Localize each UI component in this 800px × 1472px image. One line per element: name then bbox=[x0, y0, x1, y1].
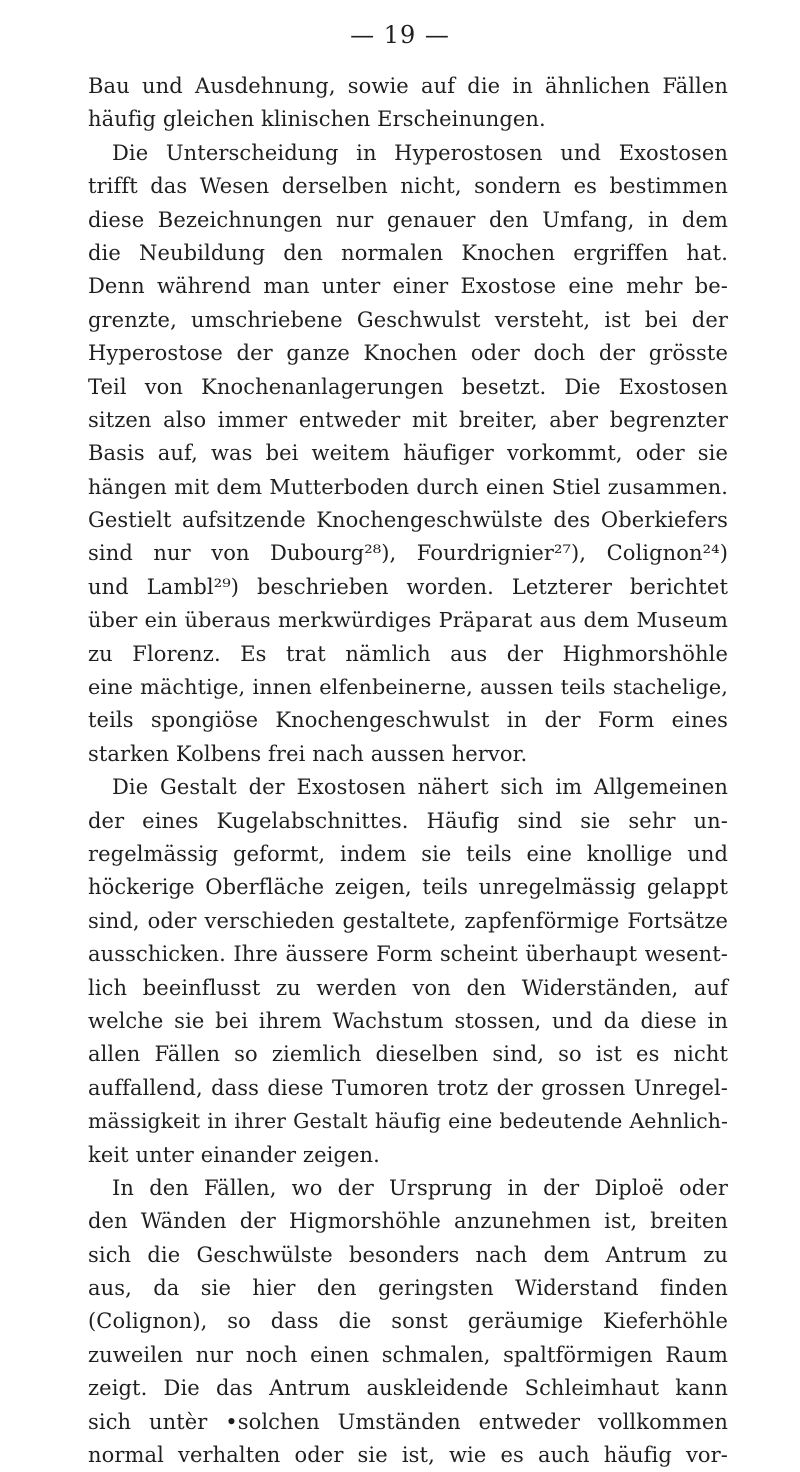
text-line: keit unter einander zeigen. bbox=[88, 1142, 380, 1167]
text-line: der eines Kugelabschnittes. Häufig sind sie sehr un- bbox=[88, 808, 728, 833]
text-line: die Neubildung den normalen Knochen ergriffen hat. bbox=[88, 240, 728, 265]
text-line: Denn während man unter einer Exostose eine mehr be- bbox=[88, 274, 728, 299]
text-line: lich beeinflusst zu werden von den Widerständen, auf bbox=[88, 975, 728, 1000]
text-line: Hyperostose der ganze Knochen oder doch der grösste bbox=[88, 341, 728, 366]
text-line: zuweilen nur noch einen schmalen, spaltförmigen Raum bbox=[88, 1342, 728, 1367]
text-line: hängen mit dem Mutterboden durch einen Stiel zusammen. bbox=[88, 474, 728, 499]
text-line: ausschicken. Ihre äussere Form scheint überhaupt wesent- bbox=[88, 942, 728, 967]
text-line: grenzte, umschriebene Geschwulst versteht, ist bei der bbox=[88, 307, 728, 332]
text-line: und Lambl²⁹) beschrieben worden. Letzterer berichtet bbox=[88, 574, 728, 599]
text-line: zeigt. Die das Antrum auskleidende Schleimhaut kann bbox=[88, 1376, 728, 1401]
text-line: sind, oder verschieden gestaltete, zapfenförmige Fortsätze bbox=[88, 908, 728, 933]
text-line: aus, da sie hier den geringsten Widerstand finden bbox=[88, 1276, 728, 1301]
body-text bbox=[88, 70, 728, 1472]
text-line: mässigkeit in ihrer Gestalt häufig eine bedeutende Aehnlich- bbox=[88, 1109, 728, 1134]
text-line: eine mächtige, innen elfenbeinerne, aussen teils stachelige, bbox=[88, 675, 728, 700]
text-line: regelmässig geformt, indem sie teils eine knollige und bbox=[88, 841, 728, 866]
text-line: Basis auf, was bei weitem häufiger vorkommt, oder sie bbox=[88, 441, 728, 466]
text-line: Die Unterscheidung in Hyperostosen und Exostosen bbox=[112, 140, 728, 165]
text-line: teils spongiöse Knochengeschwulst in der Form eines bbox=[88, 708, 728, 733]
text-line: zu Florenz. Es trat nämlich aus der Highmorshöhle bbox=[88, 641, 728, 666]
text-line: trifft das Wesen derselben nicht, sondern es bestimmen bbox=[88, 174, 728, 199]
text-line: Gestielt aufsitzende Knochengeschwülste des Oberkiefers bbox=[88, 508, 728, 533]
text-line: sind nur von Dubourg²⁸), Fourdrignier²⁷), Colignon²⁴) bbox=[88, 541, 728, 566]
text-line: normal verhalten oder sie ist, wie es auch häufig vor- bbox=[88, 1443, 728, 1468]
text-line: (Colignon), so dass die sonst geräumige Kieferhöhle bbox=[88, 1309, 728, 1334]
text-line: starken Kolbens frei nach aussen hervor. bbox=[88, 741, 528, 766]
text-line: sich untèr •solchen Umständen entweder vollkommen bbox=[88, 1409, 728, 1434]
text-line: welche sie bei ihrem Wachstum stossen, und da diese in bbox=[88, 1008, 728, 1033]
text-line: auffallend, dass diese Tumoren trotz der grossen Unregel- bbox=[88, 1075, 728, 1100]
text-line: den Wänden der Higmorshöhle anzunehmen ist, breiten bbox=[88, 1209, 728, 1234]
text-line: häufig gleichen klinischen Erscheinungen. bbox=[88, 107, 546, 132]
text-line: allen Fällen so ziemlich dieselben sind, so ist es nicht bbox=[88, 1042, 728, 1067]
text-line: sitzen also immer entweder mit breiter, aber begrenzter bbox=[88, 407, 728, 432]
page-number-header: — 19 — bbox=[350, 21, 450, 49]
text-line: Teil von Knochenanlagerungen besetzt. Die Exostosen bbox=[88, 374, 728, 399]
text-line: höckerige Oberfläche zeigen, teils unregelmässig gelappt bbox=[88, 875, 728, 900]
text-line: Die Gestalt der Exostosen nähert sich im Allgemeinen bbox=[112, 775, 728, 800]
text-line: über ein überaus merkwürdiges Präparat aus dem Museum bbox=[88, 608, 728, 633]
text-line: sich die Geschwülste besonders nach dem Antrum zu bbox=[88, 1242, 728, 1267]
text-line: In den Fällen, wo der Ursprung in der Diploë oder bbox=[112, 1175, 728, 1200]
text-line: diese Bezeichnungen nur genauer den Umfang, in dem bbox=[88, 207, 728, 232]
text-line: Bau und Ausdehnung, sowie auf die in ähnlichen Fällen bbox=[88, 74, 728, 98]
